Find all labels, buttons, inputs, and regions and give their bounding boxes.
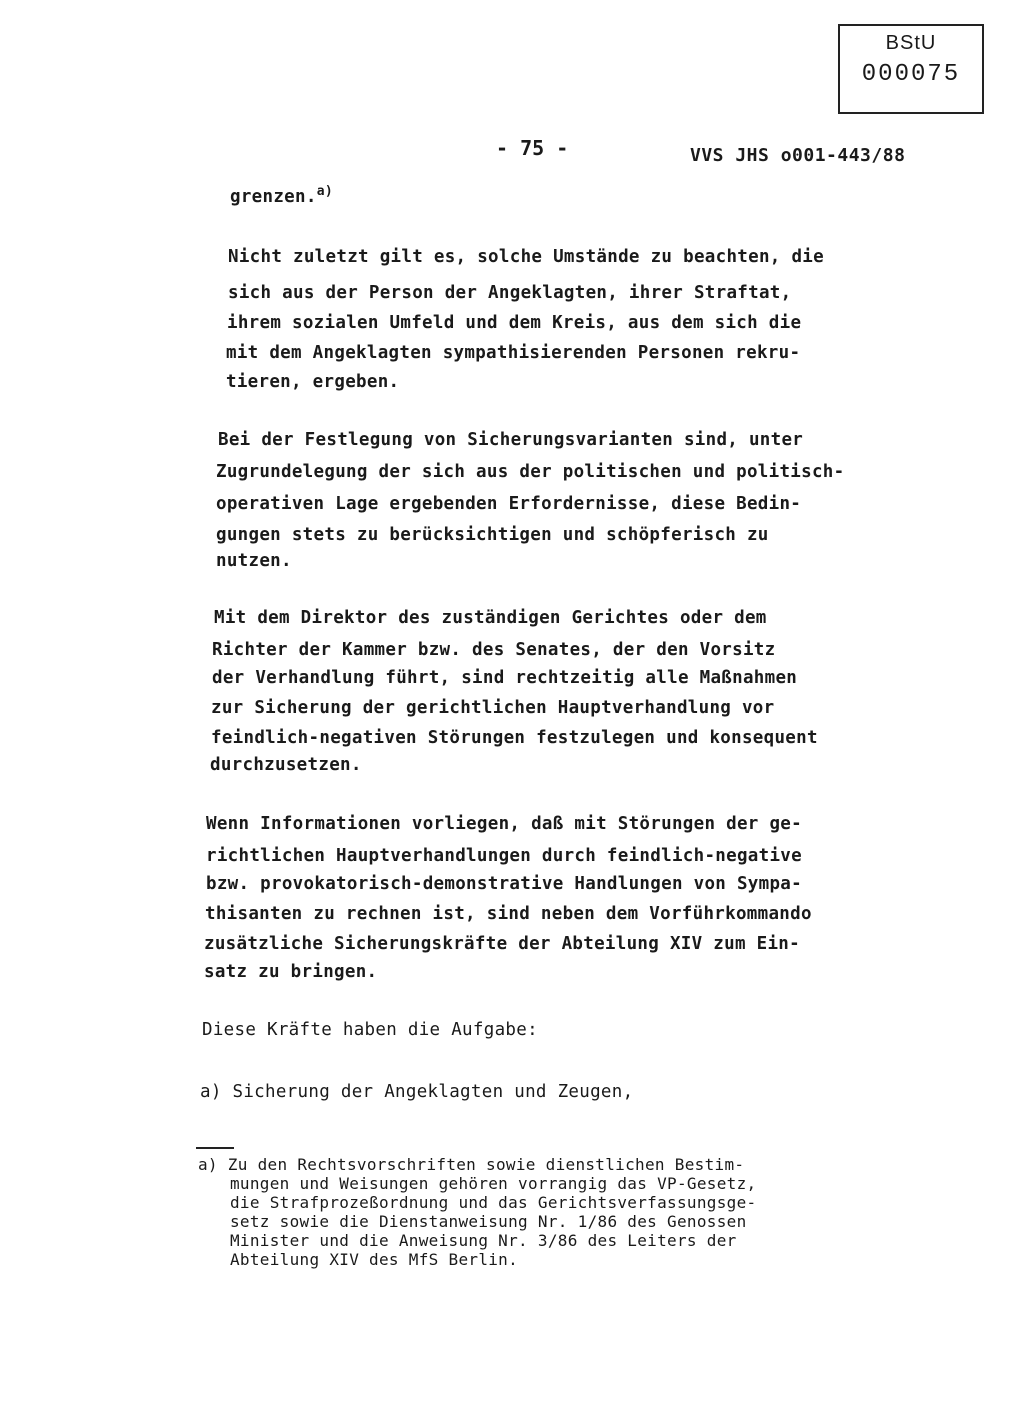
body-line: mit dem Angeklagten sympathisierenden Personen rekru- xyxy=(226,343,801,363)
body-line: ihrem sozialen Umfeld und dem Kreis, aus dem sich die xyxy=(227,313,802,333)
body-line: feindlich-negativen Störungen festzulegen und konsequent xyxy=(211,728,818,748)
footnote-separator xyxy=(196,1147,234,1149)
stamp-agency: BStU xyxy=(885,32,937,54)
body-line: zusätzliche Sicherungskräfte der Abteilung XIV zum Ein- xyxy=(204,934,800,954)
body-line: tieren, ergeben. xyxy=(226,372,400,392)
body-line: durchzusetzen. xyxy=(210,755,362,775)
body-line: thisanten zu rechnen ist, sind neben dem Vorführkommando xyxy=(205,904,812,924)
body-line: sich aus der Person der Angeklagten, ihrer Straftat, xyxy=(228,283,792,303)
stamp-number: 000075 xyxy=(861,61,961,88)
footnote-line: a) Zu den Rechtsvorschriften sowie dienstlichen Bestim- xyxy=(198,1155,745,1174)
body-line: Richter der Kammer bzw. des Senates, der den Vorsitz xyxy=(212,640,776,660)
body-line: Zugrundelegung der sich aus der politischen und politisch- xyxy=(216,462,845,482)
footnote-line: setz sowie die Dienstanweisung Nr. 1/86 des Genossen xyxy=(230,1212,747,1231)
body-line: Mit dem Direktor des zuständigen Gerichtes oder dem xyxy=(214,608,767,628)
body-line: Bei der Festlegung von Sicherungsvarianten sind, unter xyxy=(218,430,804,450)
body-line: bzw. provokatorisch-demonstrative Handlungen von Sympa- xyxy=(206,874,802,894)
body-line: richtlichen Hauptverhandlungen durch feindlich-negative xyxy=(206,846,802,866)
document-reference: VVS JHS o001-443/88 xyxy=(690,145,906,166)
body-line: a) Sicherung der Angeklagten und Zeugen, xyxy=(200,1082,634,1102)
archive-stamp xyxy=(838,24,984,114)
body-line: Diese Kräfte haben die Aufgabe: xyxy=(202,1020,538,1040)
body-line: satz zu bringen. xyxy=(204,962,378,982)
footnote-marker: a) xyxy=(316,184,333,199)
footnote-line: die Strafprozeßordnung und das Gerichtsverfassungsge- xyxy=(230,1193,757,1212)
body-line: der Verhandlung führt, sind rechtzeitig alle Maßnahmen xyxy=(212,668,798,688)
page-number: - 75 - xyxy=(496,136,569,160)
body-line: operativen Lage ergebenden Erfordernisse, diese Bedin- xyxy=(216,494,802,514)
body-line xyxy=(230,184,333,207)
body-line: nutzen. xyxy=(216,551,292,571)
body-line: Nicht zuletzt gilt es, solche Umstände zu beachten, die xyxy=(228,247,824,267)
body-line: Wenn Informationen vorliegen, daß mit Störungen der ge- xyxy=(206,814,802,834)
body-line-text: grenzen. xyxy=(230,186,317,207)
footnote-line: Abteilung XIV des MfS Berlin. xyxy=(230,1250,519,1269)
footnote-line: Minister und die Anweisung Nr. 3/86 des Leiters der xyxy=(230,1231,737,1250)
body-line: gungen stets zu berücksichtigen und schöpferisch zu xyxy=(216,525,769,545)
body-line: zur Sicherung der gerichtlichen Hauptverhandlung vor xyxy=(211,698,775,718)
footnote-line: mungen und Weisungen gehören vorrangig das VP-Gesetz, xyxy=(230,1174,757,1193)
